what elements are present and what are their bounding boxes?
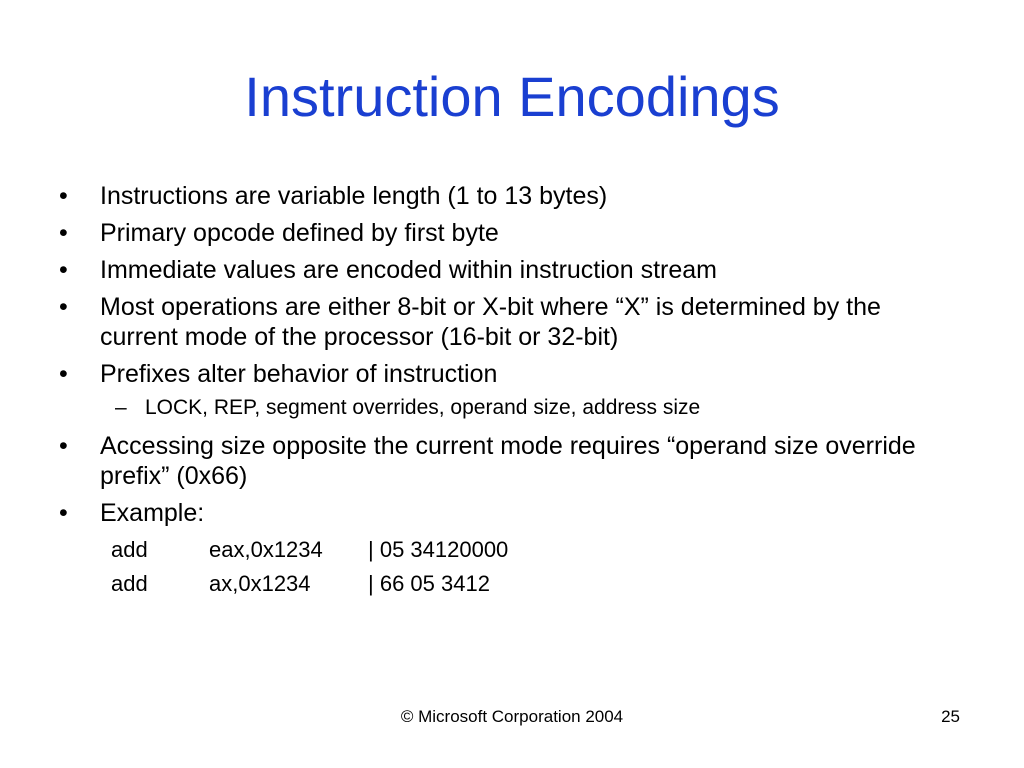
bullet-list — [0, 181, 1024, 603]
sub-bullet-marker: – — [115, 396, 127, 419]
bullet-text: Most operations are either 8-bit or X-bit where “X” is determined by the current mode of the processor (16-bit or 32-bit) — [100, 293, 881, 351]
bullet-marker: • — [59, 293, 68, 321]
bullet-item — [0, 431, 1024, 491]
bullet-item — [0, 498, 1024, 528]
bullet-item — [0, 292, 1024, 352]
slide-title: Instruction Encodings — [244, 65, 780, 128]
bullet-marker: • — [59, 256, 68, 284]
footer-copyright: © Microsoft Corporation 2004 — [400, 707, 624, 726]
bullet-item — [0, 181, 1024, 211]
code-bytes: | 66 05 3412 — [368, 571, 490, 596]
sub-bullet-item — [0, 395, 1024, 421]
page-number: 25 — [941, 707, 960, 726]
bullet-item — [0, 255, 1024, 285]
bullet-marker: • — [59, 499, 68, 527]
code-mnemonic: add — [111, 537, 148, 562]
bullet-marker: • — [59, 432, 68, 460]
bullet-marker: • — [59, 182, 68, 210]
bullet-item — [0, 359, 1024, 389]
code-bytes: | 05 34120000 — [368, 537, 509, 562]
bullet-text: Primary opcode defined by first byte — [100, 219, 499, 247]
bullet-item — [0, 218, 1024, 248]
code-example-line — [0, 535, 1024, 569]
bullet-text: Accessing size opposite the current mode requires “operand size override prefix” (0x66) — [100, 432, 916, 490]
bullet-marker: • — [59, 360, 68, 388]
bullet-marker: • — [59, 219, 68, 247]
bullet-text: Example: — [100, 499, 205, 527]
bullet-text: Immediate values are encoded within instruction stream — [100, 256, 717, 284]
bullet-text: Prefixes alter behavior of instruction — [100, 360, 498, 388]
sub-bullet-text: LOCK, REP, segment overrides, operand size, address size — [145, 396, 701, 419]
code-operands: ax,0x1234 — [209, 571, 311, 596]
code-operands: eax,0x1234 — [209, 537, 323, 562]
code-mnemonic: add — [111, 571, 148, 596]
bullet-text: Instructions are variable length (1 to 13 bytes) — [100, 182, 608, 210]
code-example-line — [0, 569, 1024, 603]
